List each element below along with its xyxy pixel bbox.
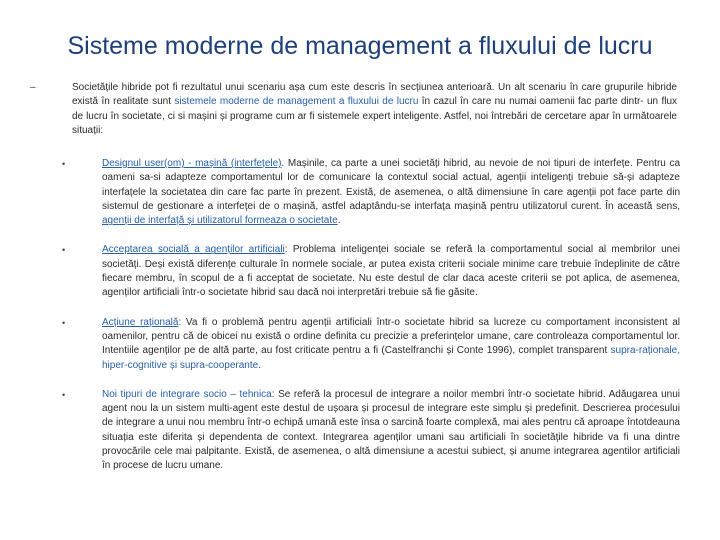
list-item-term: Noi tipuri de integrare socio – tehnica — [102, 388, 272, 400]
list-item-body: : Va fi o problemă pentru agenții artificiali într-o societate hibrid sa lucreze cu comportament inconsistent al oamenilor, pentru că de obicei nu există o ordine definita cu precizie a preferințelor umane, care controleaza comportamentul lor. Intentiile agenților pe de altă parte, au fost criticate pentru a fi (Castelfranchi și Conte 1996), complet transparent — [102, 316, 680, 357]
list-item — [62, 316, 680, 373]
slide-title: Sisteme moderne de management a fluxului de lucru — [67, 32, 653, 60]
list-item — [62, 243, 680, 300]
bullet-dot: • — [62, 159, 66, 169]
list-item-body: . Mașinile, ca parte a unei societăți hibrid, au nevoie de noi tipuri de interfețe. Pentru ca oameni sa-si adapteze comportamentul lor de comunicare la contextul social actual, agenții inteligenți trebuie să-și adapteze interfațele la societatea din care fac parte în prezent. Există, de asemenea, o altă dimensiune în care agenții pot face parte din sistemul de gestionare a interfeței de o mașină, astfel adaptându-se interfața mașină pentru utilizatorul curent. În această sens, — [102, 158, 680, 212]
list-item-text — [102, 157, 680, 228]
intro-paragraph — [72, 81, 677, 138]
list-item-tail: . — [258, 359, 261, 371]
list-item-body: : Se referă la procesul de integrare a noilor membri într-o societate hibrid. Adăugarea unui agent nou la un sistem multi-agent este destul de ușoara și procesul de integrare este simplu și predefinit. Descrierea procesului de integrare a unui nou membru într-o echipă umană este însa o sarcină foarte complexă, mai ales pentru că aproape întotdeauna situația este diferita și dependenta de context. Integrarea agenților umani sau artificiali în societățile hibride va fi una dintre provocările cele mai palpitante. Există, de asemenea, o altă dimensiune a acestui subiect, și anume integrarea agentilor artificiali în procese de lucru umane. — [102, 388, 680, 472]
list-item-body: : Problema inteligenței sociale se referă la comportamentul social al membrilor unei societăți. Deși există diferențe culturale în normele sociale, ar putea exista criterii sociale minime care trebuie îndeplinite de către fiecare membru, în scopul de a fi acceptat de societate. Nu este destul de clar daca aceste criterii se pot aplica, de asemenea, agenților artificiali într-o societate hibrid sau dacă noi interpretări trebuie să fie găsite. — [102, 244, 680, 299]
list-item-emphasis: agenții de interfață și utilizatorul formeaza o societate — [102, 215, 338, 227]
list-item-term: Acceptarea socială a agenților artificiali — [102, 244, 285, 256]
bullet-list — [62, 157, 680, 489]
list-item-term: Designul user(om) - mașină (interfețele) — [102, 158, 282, 169]
list-item-text — [102, 243, 680, 300]
list-item-text — [102, 316, 680, 373]
list-item-text — [102, 388, 680, 474]
intro-bullet: – — [30, 82, 36, 93]
bullet-dot: • — [62, 317, 66, 328]
list-item-term: Acțiune rațională — [102, 316, 179, 328]
list-item-emphasis: supra-raționale, hiper-cognitive și supra-cooperante — [102, 345, 680, 371]
intro-text-1: Societățile hibride pot fi rezultatul unui scenariu așa cum este descris în secțiunea anterioară. Un alt scenariu în care grupurile hibride există în realitate sunt — [72, 82, 677, 108]
intro-text-2: în cazul în care nu numai oamenii fac parte dintr- un flux de lucru în societate, ci si mașini și programe cum ar fi sistemele expert inteligente. Astfel, noi întrebări de cercetare apar în următoarele situații: — [72, 96, 678, 136]
bullet-dot: • — [62, 245, 66, 256]
list-item — [62, 157, 680, 228]
list-item — [62, 388, 680, 474]
intro-highlight: sistemele moderne de management a fluxului de lucru — [174, 96, 419, 108]
bullet-dot: • — [62, 389, 66, 400]
list-item-tail: . — [337, 215, 341, 227]
